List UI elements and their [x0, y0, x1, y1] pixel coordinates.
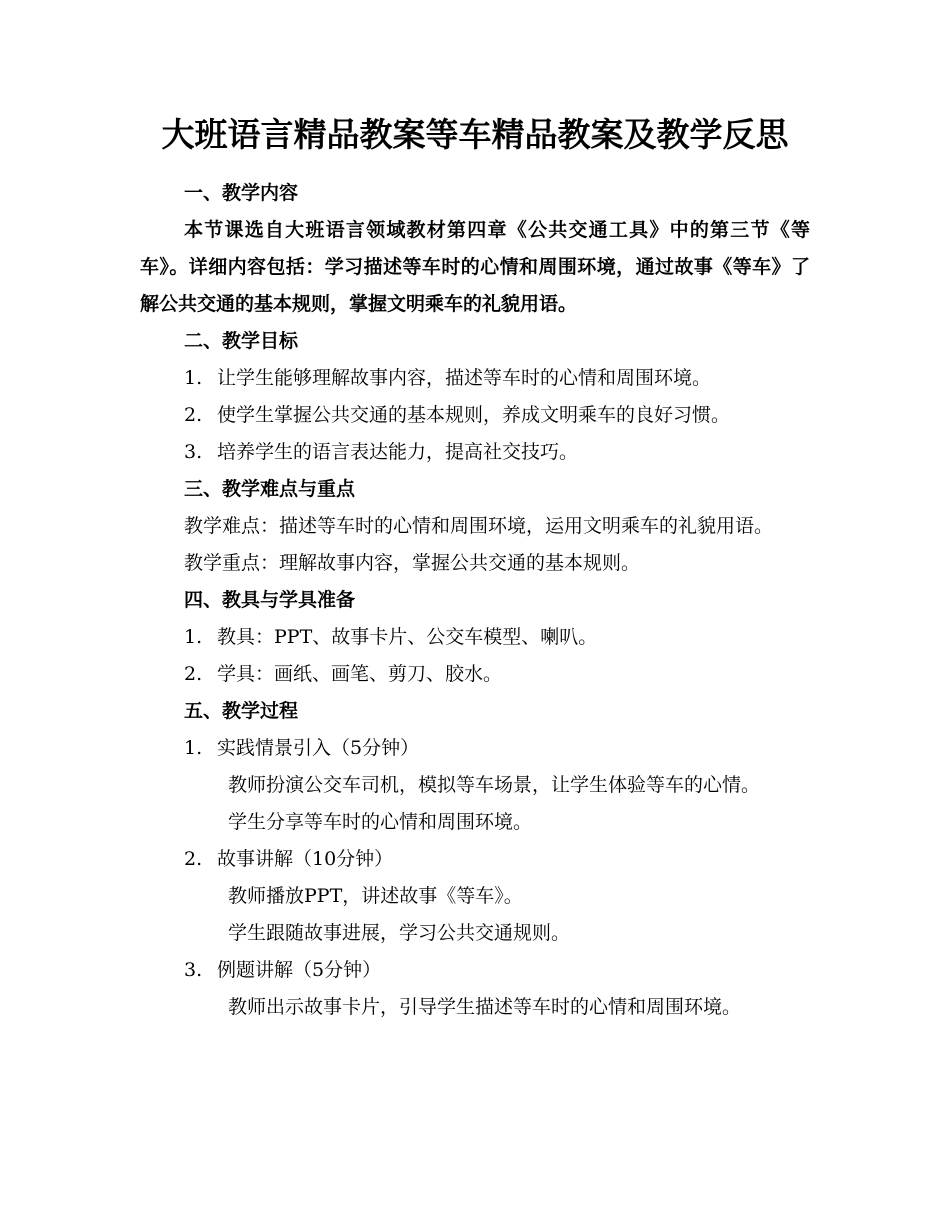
step-detail: 学生分享等车时的心情和周围环境。: [228, 811, 533, 833]
objective-item: [140, 434, 810, 471]
objective-item: [140, 397, 810, 434]
process-step: [140, 952, 810, 989]
step-title: 实践情景引入（5分钟）: [217, 737, 420, 759]
item-text: 教具：PPT、故事卡片、公交车模型、喇叭。: [217, 626, 598, 648]
item-text: 培养学生的语言表达能力，提高社交技巧。: [217, 441, 579, 463]
step-detail: 学生跟随故事进展，学习公共交通规则。: [228, 922, 571, 944]
item-text: 学具：画纸、画笔、剪刀、胶水。: [217, 663, 503, 685]
item-number: 3.: [184, 959, 203, 981]
process-step: [140, 841, 810, 878]
materials-item: [140, 619, 810, 656]
section-heading-content: 一、教学内容: [184, 182, 299, 204]
step-detail: 教师扮演公交车司机，模拟等车场景，让学生体验等车的心情。: [228, 774, 761, 796]
section-heading-materials: 四、教具与学具准备: [184, 589, 356, 611]
step-detail: 教师出示故事卡片，引导学生描述等车时的心情和周围环境。: [228, 996, 742, 1018]
step-title: 例题讲解（5分钟）: [217, 959, 382, 981]
item-number: 2.: [184, 663, 203, 685]
section-heading-process: 五、教学过程: [184, 700, 299, 722]
document-title: 大班语言精品教案等车精品教案及教学反思: [161, 115, 789, 154]
step-title: 故事讲解（10分钟）: [217, 848, 394, 870]
objective-item: [140, 360, 810, 397]
materials-item: [140, 656, 810, 693]
item-number: 2.: [184, 404, 203, 426]
title-spacer: [140, 160, 810, 175]
item-text: 使学生掌握公共交通的基本规则，养成文明乘车的良好习惯。: [217, 404, 731, 426]
section-heading-objectives: 二、教学目标: [184, 330, 299, 352]
section-heading-difficulty: 三、教学难点与重点: [184, 478, 356, 500]
key-point-paragraph: 教学重点：理解故事内容，掌握公共交通的基本规则。: [184, 552, 641, 574]
item-number: 1.: [184, 626, 203, 648]
item-number: 3.: [184, 441, 203, 463]
item-number: 1.: [184, 737, 203, 759]
content-paragraph: 本节课选自大班语言领域教材第四章《公共交通工具》中的第三节《等车》。详细内容包括：学习描述等车时的心情和周围环境，通过故事《等车》了解公共交通的基本规则，掌握文明乘车的礼貌用语。: [140, 219, 810, 315]
document-page: [140, 110, 810, 1026]
item-text: 让学生能够理解故事内容，描述等车时的心情和周围环境。: [217, 367, 712, 389]
step-detail: 教师播放PPT，讲述故事《等车》。: [228, 885, 523, 907]
item-number: 2.: [184, 848, 203, 870]
item-number: 1.: [184, 367, 203, 389]
process-step: [140, 730, 810, 767]
difficulty-paragraph: 教学难点：描述等车时的心情和周围环境，运用文明乘车的礼貌用语。: [184, 515, 774, 537]
